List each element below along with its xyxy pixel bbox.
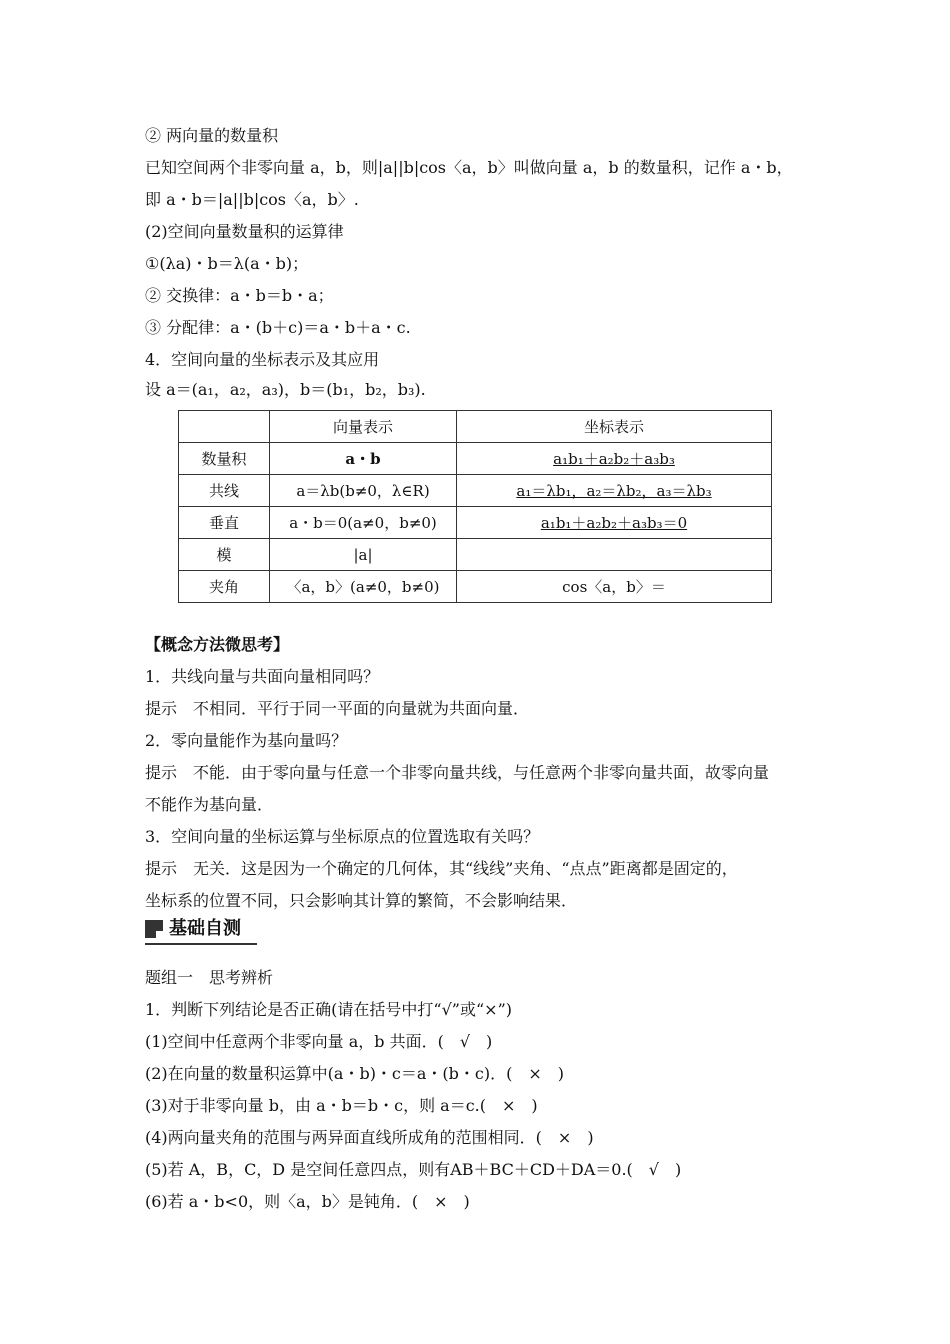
section-square-icon — [145, 920, 163, 938]
vector-form: a・b＝0(a≠0，b≠0) — [270, 507, 457, 539]
table-row — [179, 539, 772, 571]
vector-table — [178, 410, 772, 603]
quiz-item: (6)若 a・b<0，则〈a，b〉是钝角．( × ) — [145, 1192, 470, 1211]
coordinate-form: cos〈a，b〉＝ — [457, 571, 772, 603]
section-banner — [145, 917, 257, 945]
table-header-cell — [179, 411, 270, 443]
line-1: ② 两向量的数量积 — [145, 126, 279, 145]
quiz-group: 题组一 思考辨析 — [145, 968, 274, 987]
table-header-cell: 向量表示 — [270, 411, 457, 443]
row-label: 数量积 — [179, 443, 270, 475]
row-label: 垂直 — [179, 507, 270, 539]
line-5: ①(λa)・b＝λ(a・b)； — [145, 254, 309, 273]
table-header-cell: 坐标表示 — [457, 411, 772, 443]
table-header-row — [179, 411, 772, 443]
concept-line: 提示 无关．这是因为一个确定的几何体，其“线线”夹角、“点点”距离都是固定的， — [145, 859, 738, 878]
quiz-item: (5)若 A，B，C，D 是空间任意四点，则有AB＋BC＋CD＋DA＝0.( √ ) — [145, 1160, 682, 1179]
line-2: 已知空间两个非零向量 a，b，则|a||b|cos〈a，b〉叫做向量 a，b 的数量积，记作 a・b， — [145, 158, 793, 177]
table-row — [179, 571, 772, 603]
line-8: 4．空间向量的坐标表示及其应用 — [145, 350, 380, 369]
row-label: 夹角 — [179, 571, 270, 603]
line-7: ③ 分配律：a・(b＋c)＝a・b＋a・c. — [145, 318, 411, 337]
concept-line: 3．空间向量的坐标运算与坐标原点的位置选取有关吗？ — [145, 827, 540, 846]
coordinate-form — [457, 539, 772, 571]
line-9: 设 a＝(a₁，a₂，a₃)，b＝(b₁，b₂，b₃). — [145, 380, 426, 399]
concept-line: 坐标系的位置不同，只会影响其计算的繁简，不会影响结果． — [145, 891, 578, 910]
coordinate-form: a₁b₁＋a₂b₂＋a₃b₃＝0 — [457, 507, 772, 539]
quiz-item: (2)在向量的数量积运算中(a・b)・c＝a・(b・c)．( × ) — [145, 1064, 565, 1083]
concept-line: 2．零向量能作为基向量吗？ — [145, 731, 348, 750]
concept-line: 不能作为基向量． — [145, 795, 274, 814]
coordinate-form: a₁＝λb₁，a₂＝λb₂，a₃＝λb₃ — [457, 475, 772, 507]
row-label: 共线 — [179, 475, 270, 507]
vector-form: a・b — [270, 443, 457, 475]
concept-line: 提示 不相同．平行于同一平面的向量就为共面向量． — [145, 699, 530, 718]
concept-heading: 【概念方法微思考】 — [145, 635, 290, 654]
concept-line: 提示 不能．由于零向量与任意一个非零向量共线，与任意两个非零向量共面，故零向量 — [145, 763, 770, 782]
table-row — [179, 475, 772, 507]
line-4: (2)空间向量数量积的运算律 — [145, 222, 344, 241]
vector-form: a＝λb(b≠0，λ∈R) — [270, 475, 457, 507]
quiz-intro: 1．判断下列结论是否正确(请在括号中打“√”或“×”) — [145, 1000, 512, 1019]
table-row — [179, 507, 772, 539]
concept-line: 1．共线向量与共面向量相同吗？ — [145, 667, 380, 686]
coordinate-form: a₁b₁＋a₂b₂＋a₃b₃ — [457, 443, 772, 475]
quiz-item: (3)对于非零向量 b，由 a・b＝b・c，则 a＝c.( × ) — [145, 1096, 538, 1115]
section-title: 基础自测 — [169, 918, 241, 939]
quiz-item: (4)两向量夹角的范围与两异面直线所成角的范围相同．( × ) — [145, 1128, 594, 1147]
line-6: ② 交换律：a・b＝b・a； — [145, 286, 334, 305]
line-3: 即 a・b＝|a||b|cos〈a，b〉. — [145, 190, 359, 209]
table-row — [179, 443, 772, 475]
vector-form: |a| — [270, 539, 457, 571]
row-label: 模 — [179, 539, 270, 571]
quiz-item: (1)空间中任意两个非零向量 a，b 共面．( √ ) — [145, 1032, 493, 1051]
vector-form: 〈a，b〉(a≠0，b≠0) — [270, 571, 457, 603]
